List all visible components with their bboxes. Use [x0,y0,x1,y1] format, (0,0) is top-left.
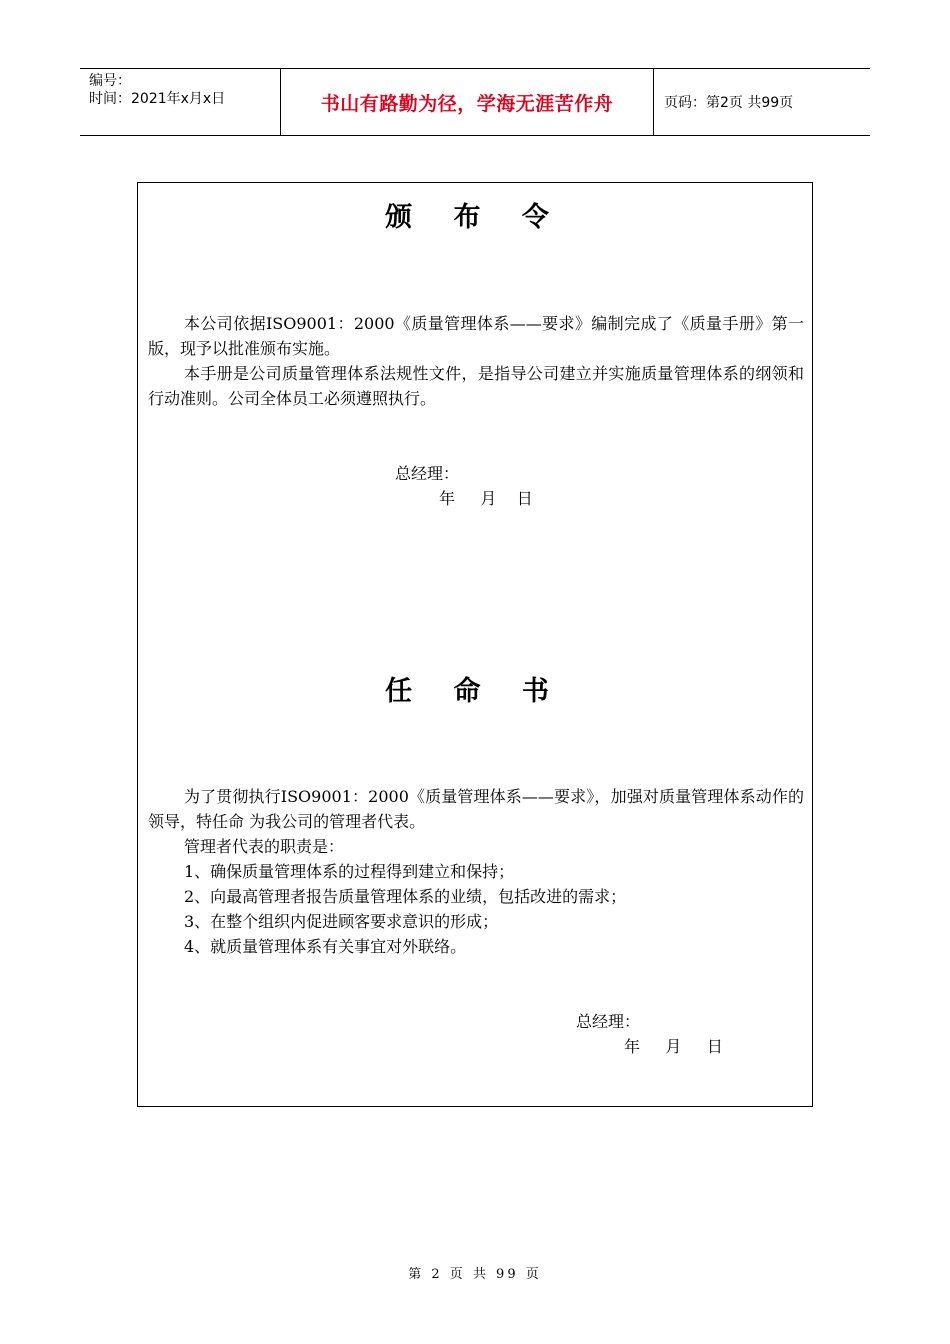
appointment-date: 年 月 日 [624,1037,723,1056]
duty-item-4: 4、就质量管理体系有关事宜对外联络。 [184,937,467,956]
header-page-info: 页码：第2页 共99页 [664,95,794,111]
page-header [80,68,870,136]
duty-item-3: 3、在整个组织内促进顾客要求意识的形成； [184,912,499,931]
duty-item-1: 1、确保质量管理体系的过程得到建立和保持； [184,862,515,881]
appointment-title: 任 命 书 [385,676,565,707]
duty-item-2: 2、向最高管理者报告质量管理体系的业绩，包括改进的需求； [184,887,627,906]
decree-paragraph-2: 本手册是公司质量管理体系法规性文件，是指导公司建立并实施质量管理体系的纲领和行动准则。公司全体员工必须遵照执行。 [148,364,804,408]
content-frame [137,182,813,1107]
decree-title: 颁 布 令 [385,202,565,233]
decree-paragraph-1: 本公司依据ISO9001：2000《质量管理体系——要求》编制完成了《质量手册》第一版，现予以批准颁布实施。 [148,314,804,358]
decree-signer: 总经理： [395,464,460,483]
header-meta [80,69,281,135]
document-number: 编号： [89,73,131,89]
duties-intro: 管理者代表的职责是： [184,837,345,856]
header-motto: 书山有路勤为径，学海无涯苦作舟 [281,69,654,135]
appointment-paragraph: 为了贯彻执行ISO9001：2000《质量管理体系——要求》，加强对质量管理体系动作的领导，特任命 为我公司的管理者代表。 [148,787,804,831]
document-time: 时间：2021年x月x日 [89,91,226,107]
page-footer: 第 2 页 共 99 页 [408,1267,542,1282]
appointment-signer: 总经理： [576,1012,641,1031]
decree-date: 年 月 日 [439,489,533,508]
